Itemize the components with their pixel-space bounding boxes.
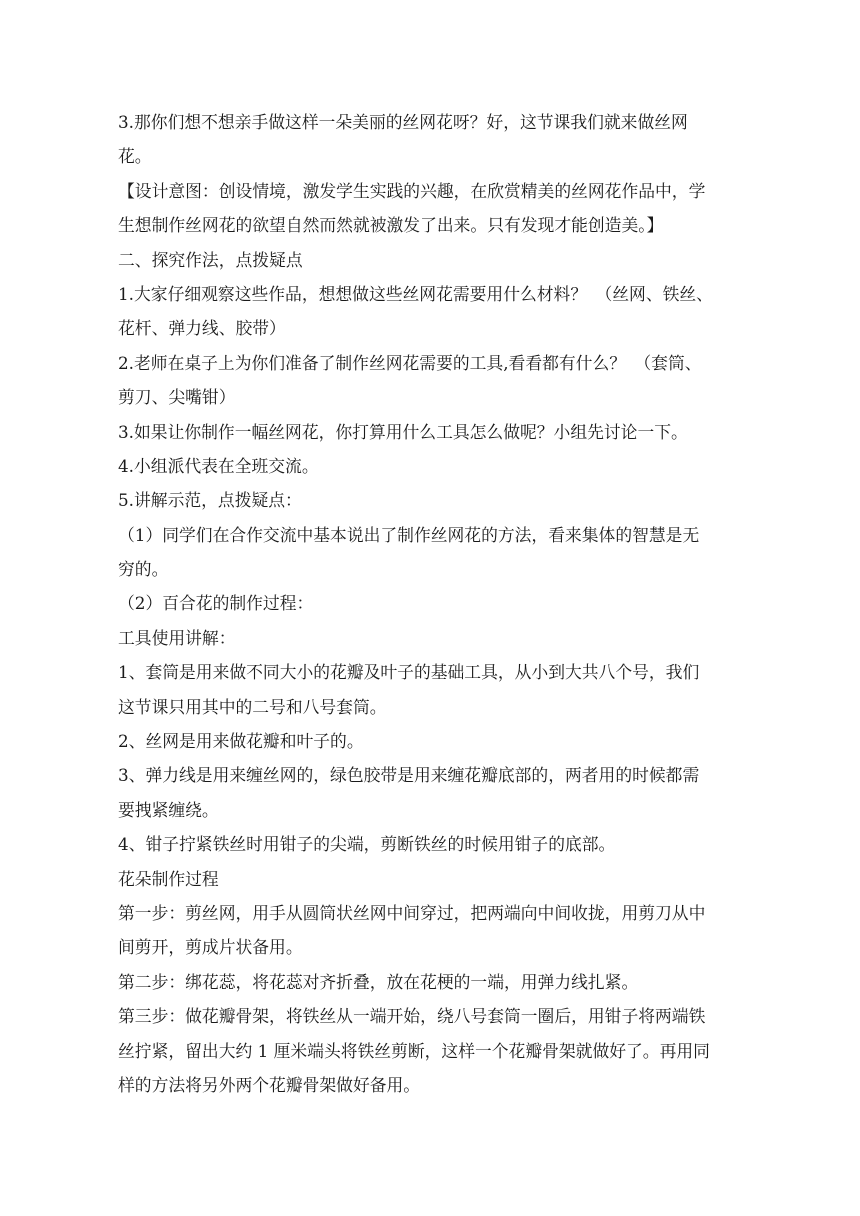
text-line: 3.那你们想不想亲手做这样一朵美丽的丝网花呀？好，这节课我们就来做丝网 <box>118 112 688 132</box>
text-line: 花。 <box>118 146 152 167</box>
subheading: 花朵制作过程 <box>118 868 219 889</box>
text-line: 第二步：绑花蕊，将花蕊对齐折叠，放在花梗的一端，用弹力线扎紧。 <box>118 971 639 992</box>
section-heading: 二、探究作法，点拨疑点 <box>118 249 303 270</box>
text-line: 1、套筒是用来做不同大小的花瓣及叶子的基础工具，从小到大共八个号，我们 <box>118 662 700 683</box>
text-line: 2.老师在桌子上为你们准备了制作丝网花需要的工具,看看都有什么？ （套筒、 <box>118 352 702 373</box>
text-line: 4、钳子拧紧铁丝时用钳子的尖端，剪断铁丝的时候用钳子的底部。 <box>118 834 616 855</box>
text-line: 【设计意图：创设情境，激发学生实践的兴趣，在欣赏精美的丝网花作品中，学 <box>118 180 706 201</box>
text-line: 4.小组派代表在全班交流。 <box>118 455 319 476</box>
text-line: 5.讲解示范，点拨疑点： <box>118 490 302 511</box>
text-line: 第三步：做花瓣骨架，将铁丝从一端开始，绕八号套筒一圈后，用钳子将两端铁 <box>118 1006 706 1027</box>
text-line: 3、弹力线是用来缠丝网的，绿色胶带是用来缠花瓣底部的，两者用的时候都需 <box>118 765 700 786</box>
text-line: 样的方法将另外两个花瓣骨架做好备用。 <box>118 1074 421 1095</box>
text-line: 剪刀、尖嘴钳） <box>118 387 236 408</box>
text-line: 工具使用讲解： <box>118 627 236 648</box>
text-line: 穷的。 <box>118 559 169 580</box>
text-line: 生想制作丝网花的欲望自然而然就被激发了出来。只有发现才能创造美。】 <box>118 215 664 236</box>
text-line: 第一步：剪丝网，用手从圆筒状丝网中间穿过，把两端向中间收拢，用剪刀从中 <box>118 902 706 923</box>
text-line: 丝拧紧，留出大约 1 厘米端头将铁丝剪断，这样一个花瓣骨架就做好了。再用同 <box>118 1040 710 1061</box>
text-line: 间剪开，剪成片状备用。 <box>118 937 303 958</box>
text-line: 1.大家仔细观察这些作品，想想做这些丝网花需要用什么材料？ （丝网、铁丝、 <box>118 283 713 304</box>
text-line: （2）百合花的制作过程： <box>118 593 314 614</box>
document-page <box>118 100 738 1097</box>
text-line: 这节课只用其中的二号和八号套筒。 <box>118 696 387 717</box>
text-line: 2、丝网是用来做花瓣和叶子的。 <box>118 731 364 752</box>
text-line: 花杆、弹力线、胶带） <box>118 318 286 339</box>
text-line: （1）同学们在合作交流中基本说出了制作丝网花的方法，看来集体的智慧是无 <box>118 524 700 545</box>
text-line: 3.如果让你制作一幅丝网花，你打算用什么工具怎么做呢？小组先讨论一下。 <box>118 421 688 442</box>
text-line: 要拽紧缠绕。 <box>118 799 219 820</box>
